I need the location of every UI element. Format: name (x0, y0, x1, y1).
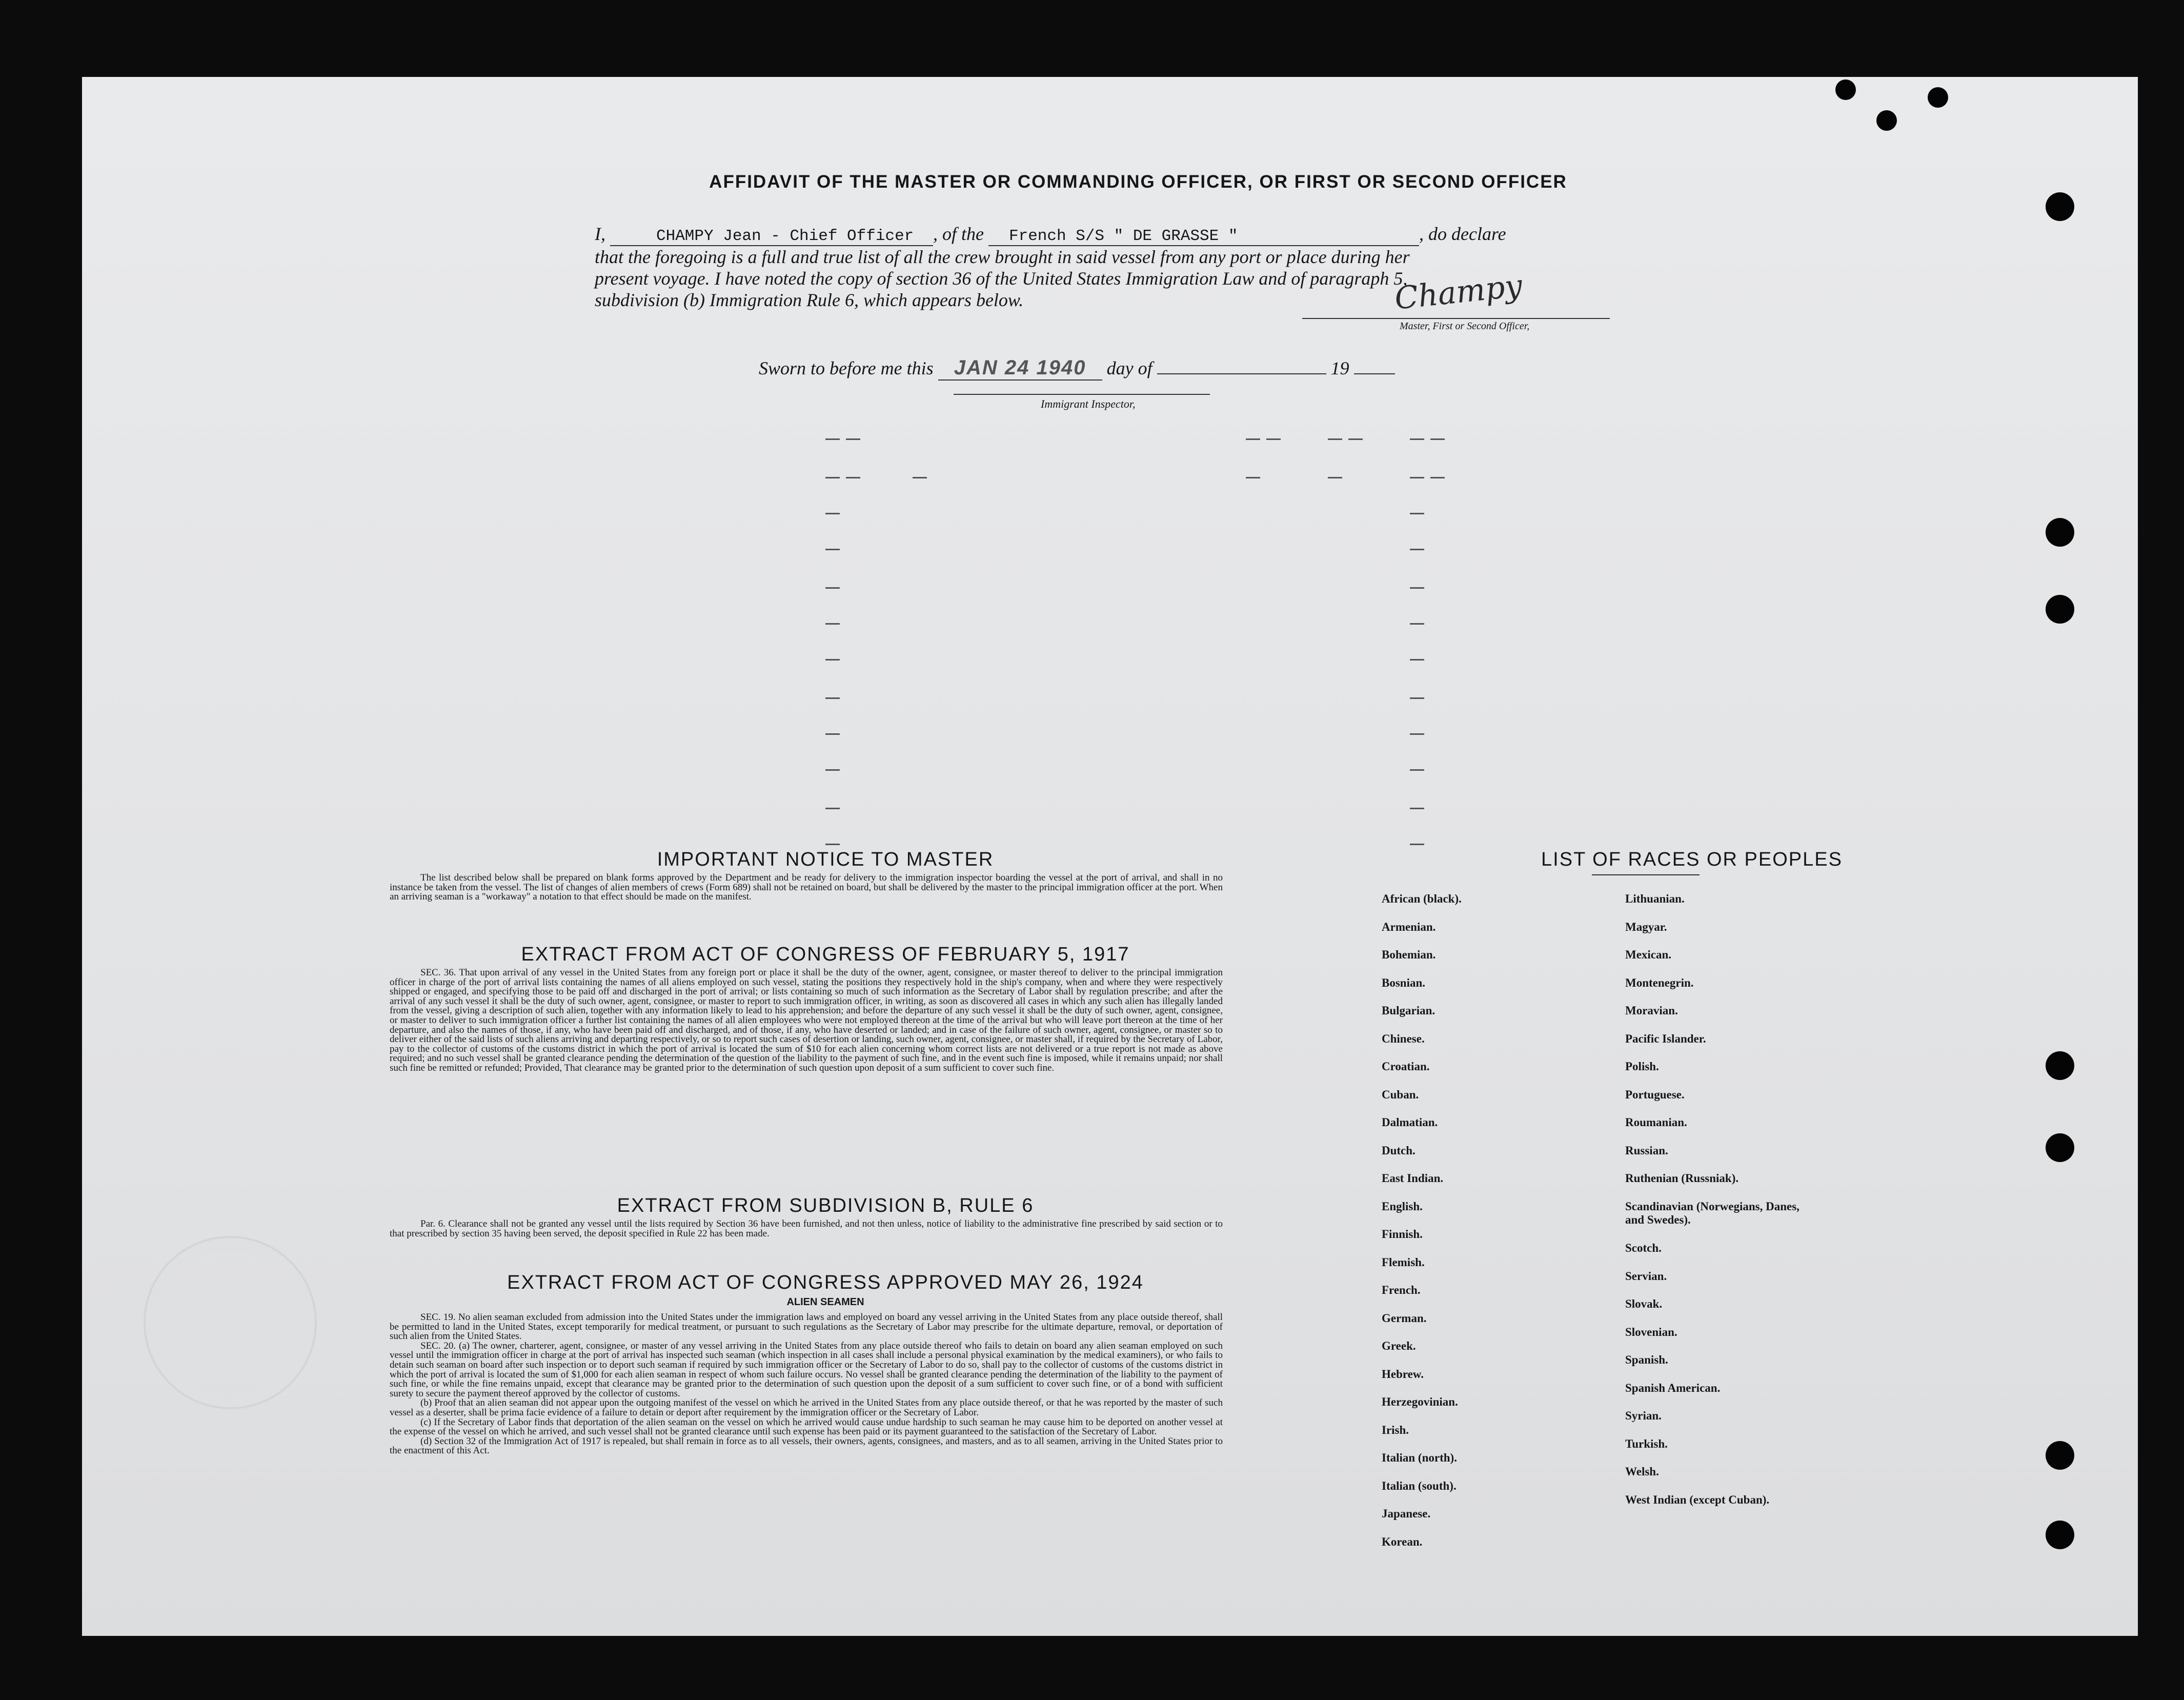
race-item: Finnish. (1382, 1228, 1423, 1241)
sec-20d-text: (d) Section 32 of the Immigration Act of 1917 is repealed, but shall remain in force as to all vessels, their owners, agents, consignees, and masters, and as to all seamen, arriving in the United States prior to the enactment of this Act. (390, 1435, 1223, 1456)
race-item: Armenian. (1382, 920, 1436, 933)
race-item: Scotch. (1625, 1242, 1662, 1255)
race-item: West Indian (except Cuban). (1625, 1493, 1770, 1506)
blank-dash (825, 659, 840, 661)
blank-dash (1410, 844, 1424, 845)
sec-19-text: SEC. 19. No alien seaman excluded from admission into the United States under the immigration laws and employed on board any vessel arriving in the United States from any place outside thereof, shall be permitted to land in the United States, except temporarily for medical treatment, or pursuant to such regulations as the Secretary of Labor may prescribe for the ultimate departure, removal, or deportation of such alien from the United States. (390, 1312, 1223, 1342)
race-item: Flemish. (1382, 1255, 1425, 1269)
vessel-name: French S/S " DE GRASSE " (988, 227, 1419, 246)
race-item: Bulgarian. (1382, 1004, 1435, 1017)
extract-1924-title: EXTRACT FROM ACT OF CONGRESS APPROVED MAY 26, 1924 (507, 1272, 1144, 1293)
race-item: Ruthenian (Russniak). (1625, 1172, 1739, 1185)
race-item: Slovak. (1625, 1297, 1663, 1311)
race-item: Scandinavian (Norwegians, Danes, and Swedes). (1625, 1199, 1799, 1226)
blank-dash (825, 697, 840, 699)
blank-dash (1410, 808, 1424, 809)
blank-dash (1410, 623, 1424, 625)
race-item: Portuguese. (1625, 1088, 1685, 1101)
affidavit-line-2: that the foregoing is a full and true list of all the crew brought in said vessel from any port or place during her (595, 247, 1410, 267)
inspector-caption: Immigrant Inspector, (1041, 397, 1136, 410)
punch-hole (2046, 1051, 2074, 1080)
extract-1924-subtitle: ALIEN SEAMEN (786, 1296, 864, 1308)
date-stamp: JAN 24 1940 (954, 356, 1086, 379)
punch-hole (1835, 79, 1856, 100)
signature-caption: Master, First or Second Officer, (1400, 321, 1530, 332)
race-item: Korean. (1382, 1535, 1423, 1548)
blank-dash (1246, 477, 1260, 478)
blank-dash (1348, 438, 1363, 440)
punch-hole (1876, 110, 1897, 131)
sec-20a-text: SEC. 20. (a) The owner, charterer, agent, consignee, or master of any vessel arriving in the United States from any place outside thereof who fails to detain on board any alien seaman employed on such vessel until the immigration officer in charge at the port of arrival has inspected such seaman (which inspection in all cases shall include a personal physical examination by the medical examiners), or who fails to detain such seaman on board after such inspection or to deport such seaman if required by such immigration officer or the Secretary of Labor to do so, shall pay to the collector of customs of the customs district in which the port of arrival is located the sum of $1,000 for each alien seaman in respect of whom such failure occurs. No vessel shall be granted clearance pending the determination of the liability to the payment of such fine, or while the fine remains unpaid, except that clearance may be granted prior to the determination of such question upon the deposit of a sum sufficient to cover such fine, or of a bond with sufficient surety to secure the payment thereof approved by the collector of customs. (390, 1340, 1223, 1399)
race-item: Magyar. (1625, 920, 1667, 933)
blank-dash (1328, 438, 1342, 440)
race-item: Italian (north). (1382, 1451, 1457, 1464)
day-of-label: day of (1106, 358, 1152, 378)
affidavit-line-4: subdivision (b) Immigration Rule 6, which appears below. (595, 290, 1024, 310)
race-item: Greek. (1382, 1339, 1416, 1352)
affidavit-line-3: present voyage. I have noted the copy of section 36 of the United States Immigration Law and of paragraph 5, (595, 268, 1408, 289)
race-item: Dalmatian. (1382, 1116, 1438, 1129)
punch-hole (2046, 1521, 2074, 1549)
race-item: Japanese. (1382, 1507, 1431, 1520)
race-item: Spanish American. (1625, 1381, 1721, 1394)
race-item: African (black). (1382, 892, 1462, 905)
sec-20c-text: (c) If the Secretary of Labor finds that deportation of the alien seaman on the vessel on which he arrived would cause undue hardship to such seaman he may cause him to be deported on another vessel at the expense of the vessel on which he arrived, and such vessel shall not be granted clearance until such expense has been paid or its payment guaranteed to the satisfaction of the Secretary of Labor. (390, 1416, 1223, 1437)
race-item: Slovenian. (1625, 1325, 1677, 1338)
race-item: Syrian. (1625, 1409, 1662, 1423)
blank-dash (1246, 438, 1260, 440)
do-declare-label: , do declare (1419, 224, 1506, 244)
race-item: Dutch. (1382, 1144, 1415, 1157)
blank-dash (825, 844, 840, 845)
race-item: Polish. (1625, 1060, 1659, 1073)
race-item: East Indian. (1382, 1172, 1444, 1185)
blank-dash (825, 623, 840, 625)
blank-dash (1410, 697, 1424, 699)
punch-hole (2046, 518, 2074, 547)
race-item: English. (1382, 1199, 1423, 1213)
blank-dash (825, 733, 840, 735)
punch-hole (2046, 1441, 2074, 1470)
document-page (82, 77, 2138, 1636)
blank-dash (913, 477, 927, 478)
sworn-label: Sworn to before me this (759, 358, 934, 378)
race-item: Servian. (1625, 1269, 1667, 1283)
blank-dash (825, 808, 840, 809)
sec-20b-text: (b) Proof that an alien seaman did not appear upon the outgoing manifest of the vessel on which he arrived in the United States from any place outside thereof, or that he was reported by the master of such vessel as a deserter, shall be prima facie evidence of a failure to detain or deport after requirement by the immigration officer or the Secretary of Labor. (390, 1397, 1223, 1418)
race-item: Turkish. (1625, 1437, 1668, 1450)
blank-dash (1430, 477, 1445, 478)
race-item: Moravian. (1625, 1004, 1678, 1017)
race-item: Spanish. (1625, 1353, 1668, 1367)
race-item: Mexican. (1625, 948, 1672, 961)
blank-dash (1328, 477, 1342, 478)
inspector-signature-line (954, 394, 1210, 395)
blank-dash (1410, 477, 1424, 478)
blank-dash (825, 438, 840, 440)
extract-1924-body (390, 1313, 1223, 1456)
handwritten-signature: Champy (1393, 268, 1524, 317)
extract-rule6-text: Par. 6. Clearance shall not be granted any vessel until the lists required by Section 36 have been furnished, and not then unless, notice of liability to the administrative fine prescribed by said section or to that prescribed by section 35 having been served, the deposit specified in Rule 22 has been made. (390, 1218, 1223, 1239)
blank-dash (825, 513, 840, 514)
race-item: Montenegrin. (1625, 976, 1694, 989)
race-item: Hebrew. (1382, 1367, 1424, 1381)
race-item: Roumanian. (1625, 1116, 1687, 1129)
blank-dash (825, 587, 840, 589)
blank-dash (1410, 769, 1424, 771)
extract-1917-title: EXTRACT FROM ACT OF CONGRESS OF FEBRUARY 5, 1917 (521, 944, 1130, 965)
race-item: Herzegovinian. (1382, 1395, 1458, 1408)
race-item: Welsh. (1625, 1465, 1659, 1478)
punch-hole (1928, 87, 1948, 108)
blank-dash (846, 477, 860, 478)
races-title: LIST OF RACES OR PEOPLES (1541, 849, 1843, 870)
blank-dash (846, 438, 860, 440)
race-item: Croatian. (1382, 1060, 1430, 1073)
affidavit-title: AFFIDAVIT OF THE MASTER OR COMMANDING OFFICER, OR FIRST OR SECOND OFFICER (709, 172, 1567, 192)
race-item: French. (1382, 1284, 1421, 1296)
punch-hole (2046, 595, 2074, 624)
race-item: Lithuanian. (1625, 892, 1685, 905)
of-the-label: , of the (933, 224, 984, 244)
year-prefix: 19 (1330, 358, 1349, 378)
blank-dash (1410, 587, 1424, 589)
punch-hole (2046, 1133, 2074, 1162)
race-item: Bosnian. (1382, 976, 1426, 989)
signature-line (1302, 318, 1610, 319)
race-item: Italian (south). (1382, 1479, 1457, 1492)
sworn-line (759, 356, 1395, 381)
race-item: Cuban. (1382, 1088, 1419, 1101)
blank-dash (1430, 438, 1445, 440)
blank-dash (1410, 438, 1424, 440)
blank-dash (1410, 513, 1424, 514)
affidavit-line-1 (595, 223, 1506, 246)
race-item: Bohemian. (1382, 948, 1436, 961)
blank-dash (1266, 438, 1281, 440)
races-title-underline (1592, 874, 1700, 875)
race-item: Irish. (1382, 1423, 1409, 1436)
blank-dash (1410, 549, 1424, 550)
race-item: Russian. (1625, 1144, 1668, 1157)
declarant-name: CHAMPY Jean - Chief Officer (610, 227, 933, 246)
blank-dash (825, 477, 840, 478)
race-item: Chinese. (1382, 1032, 1425, 1045)
embossed-seal (144, 1236, 317, 1409)
notice-text: The list described below shall be prepared on blank forms approved by the Department and be ready for delivery to the immigration inspector boarding the vessel at the port of arrival, and shall in no instance be taken from the vessel. The list of changes of alien members of crews (Form 689) shall not be retained on board, but shall be delivered by the master to the principal immigration officer at the port. When an arriving seaman is a "workaway" a notation to that effect should be made on the manifest. (390, 872, 1223, 903)
race-item: Pacific Islander. (1625, 1032, 1706, 1045)
blank-dash (825, 769, 840, 771)
affidavit-prefix: I, (595, 224, 605, 244)
blank-dash (1410, 733, 1424, 735)
blank-dash (825, 549, 840, 550)
extract-rule6-title: EXTRACT FROM SUBDIVISION B, RULE 6 (617, 1195, 1034, 1216)
notice-title: IMPORTANT NOTICE TO MASTER (657, 849, 994, 870)
race-item: German. (1382, 1311, 1427, 1325)
punch-hole (2046, 192, 2074, 221)
extract-1917-text: SEC. 36. That upon arrival of any vessel in the United States from any foreign port or place it shall be the duty of the owner, agent, consignee, or master thereof to deliver to the principal immigration officer in charge of the port of arrival lists containing the names of all aliens employed on such vessel, stating the positions they respectively hold in the ship's company, when and where they were respectively shipped or engaged, and specifying those to be paid off and discharged in the port of arrival; or lists containing so much of such information as the Secretary of Labor shall by regulation prescribe; and after the arrival of any such vessel it shall be the duty of such owner, agent, consignee, or master to report to such immigration officer, in writing, as soon as discovered all cases in which any such alien has illegally landed from the vessel, giving a description of such alien, together with any information likely to lead to his apprehension; and before the departure of any such vessel it shall be the duty of such owner, agent, consignee, or master to deliver to such immigration officer a further list containing the names of all alien employees who were not employed thereon at the time of the arrival but who will leave port thereon at the time of her departure, and also the names of those, if any, who have been paid off and discharged, and of those, if any, who have deserted or landed; and in case of the failure of such owner, agent, consignee, or master so to deliver either of the said lists of such aliens arriving and departing respectively, or so to report such cases of desertion or landing, such owner, agent, consignee, or master shall, if required by the Secretary of Labor, pay to the collector of customs of the customs district in which the port of arrival is located the sum of $10 for each alien concerning whom correct lists are not delivered or a true report is not made as above required; and no such vessel shall be granted clearance pending the determination of the question of the liability to the payment of such fine, and in the event such fine is imposed, while it remains unpaid; nor shall such fine be remitted or refunded; Provided, That clearance may be granted prior to the determination of such question upon deposit of a sum sufficient to cover such fine. (390, 967, 1223, 1073)
blank-dash (1410, 659, 1424, 661)
